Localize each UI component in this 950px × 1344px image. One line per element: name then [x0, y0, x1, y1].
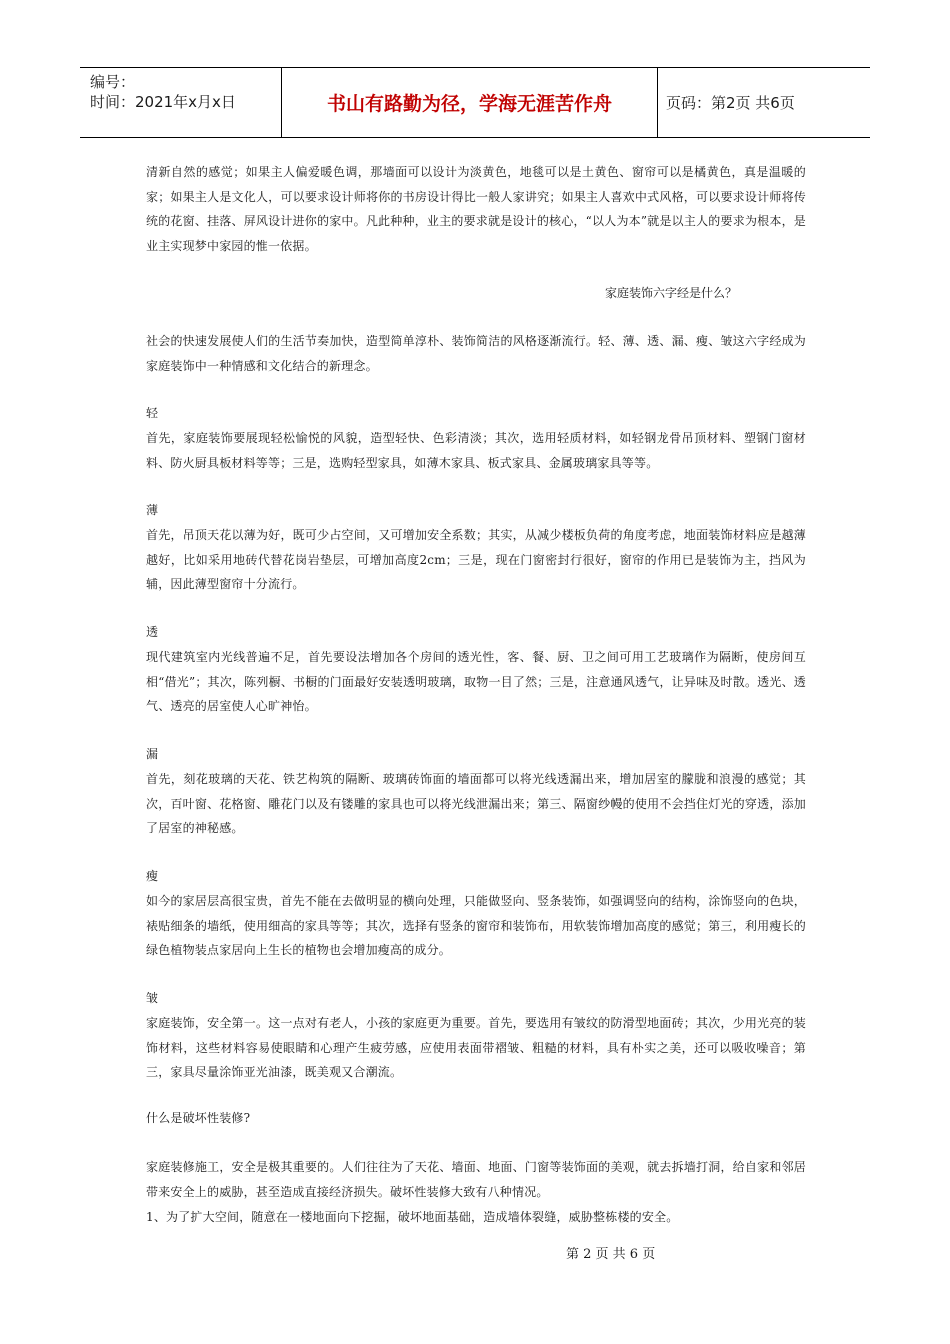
page-label: 页码：第2页 共6页 [666, 94, 795, 112]
item-text-lou: 首先，刻花玻璃的天花、铁艺构筑的隔断、玻璃砖饰面的墙面都可以将光线透漏出来，增加居室的朦胧和浪漫的感觉；其次，百叶窗、花格窗、雕花门以及有镂雕的家具也可以将光线泄漏出来；第三、隔窗纱幔的使用不会挡住灯光的穿透，添加了居室的神秘感。 [146, 772, 806, 835]
item-heading-shou: 瘦 [146, 869, 159, 883]
time-label: 时间：2021年x月x日 [90, 93, 236, 111]
item-heading-tou: 透 [146, 625, 159, 639]
item-text-tou: 现代建筑室内光线普遍不足，首先要设法增加各个房间的透光性，客、餐、厨、卫之间可用工艺玻璃作为隔断，使房间互相“借光”；其次，陈列橱、书橱的门面最好安装透明玻璃，取物一目了然；三是，注意通风透气，让异味及时散。透光、透气、透亮的居室使人心旷神怡。 [146, 650, 806, 713]
item-text-zhou: 家庭装饰，安全第一。这一点对有老人，小孩的家庭更为重要。首先，要选用有皱纹的防滑型地面砖；其次，少用光亮的装饰材料，这些材料容易使眼睛和心理产生疲劳感，应使用表面带褶皱、粗糙的材料，具有朴实之美，还可以吸收噪音；第三，家具尽量涂饰亚光油漆，既美观又合潮流。 [146, 1016, 806, 1079]
item-text-shou: 如今的家居层高很宝贵，首先不能在去做明显的横向处理，只能做竖向、竖条装饰，如强调竖向的结构，涂饰竖向的色块，裱贴细条的墙纸，使用细高的家具等等；其次，选择有竖条的窗帘和装饰布，用软装饰增加高度的感觉；第三，利用瘦长的绿色植物装点家居向上生长的植物也会增加瘦高的成分。 [146, 894, 806, 957]
answer-paragraph: 家庭装修施工，安全是极其重要的。人们往往为了天花、墙面、地面、门窗等装饰面的美观，就去拆墙打洞，给自家和邻居带来安全上的威胁，甚至造成直接经济损失。破坏性装修大致有八种情况。 [146, 1160, 806, 1199]
item-heading-zhou: 皱 [146, 991, 159, 1005]
point-1: 1、为了扩大空间，随意在一楼地面向下挖掘，破坏地面基础，造成墙体裂缝，威胁整栋楼的安全。 [146, 1210, 679, 1224]
item-text-bao: 首先，吊顶天花以薄为好，既可少占空间，又可增加安全系数；其实，从减少楼板负荷的角度考虑，地面装饰材料应是越薄越好，比如采用地砖代替花岗岩垫层，可增加高度2cm；三是，现在门窗密封行很好，窗帘的作用已是装饰为主，挡风为辅，因此薄型窗帘十分流行。 [146, 528, 806, 591]
item-heading-bao: 薄 [146, 503, 159, 517]
intro-paragraph: 清新自然的感觉；如果主人偏爱暖色调，那墙面可以设计为淡黄色，地毯可以是土黄色、窗帘可以是橘黄色，真是温暖的家；如果主人是文化人，可以要求设计师将你的书房设计得比一般人家讲究；如果主人喜欢中式风格，可以要求设计师将传统的花窗、挂落、屏风设计进你的家中。凡此种种，业主的要求就是设计的核心，“以人为本”就是以主人的要求为根本，是业主实现梦中家园的惟一依据。 [146, 165, 806, 253]
section-title: 家庭装饰六字经是什么？ [605, 286, 738, 300]
question-heading: 什么是破坏性装修? [146, 1111, 251, 1125]
page-header [80, 67, 870, 138]
item-heading-qing: 轻 [146, 406, 159, 420]
page-footer: 第 2 页 共 6 页 [566, 1247, 656, 1262]
motto: 书山有路勤为径，学海无涯苦作舟 [282, 68, 658, 137]
header-meta-cell [80, 68, 282, 137]
number-label: 编号： [90, 73, 136, 91]
item-heading-lou: 漏 [146, 747, 159, 761]
section-intro: 社会的快速发展使人们的生活节奏加快，造型简单淳朴、装饰简洁的风格逐渐流行。轻、薄、透、漏、瘦、皱这六字经成为家庭装饰中一种情感和文化结合的新理念。 [146, 334, 806, 373]
item-text-qing: 首先，家庭装饰要展现轻松愉悦的风貌，造型轻快、色彩清淡；其次，选用轻质材料，如轻钢龙骨吊顶材料、塑钢门窗材料、防火厨具板材料等等；三是，选购轻型家具，如薄木家具、板式家具、金属玻璃家具等等。 [146, 431, 806, 470]
